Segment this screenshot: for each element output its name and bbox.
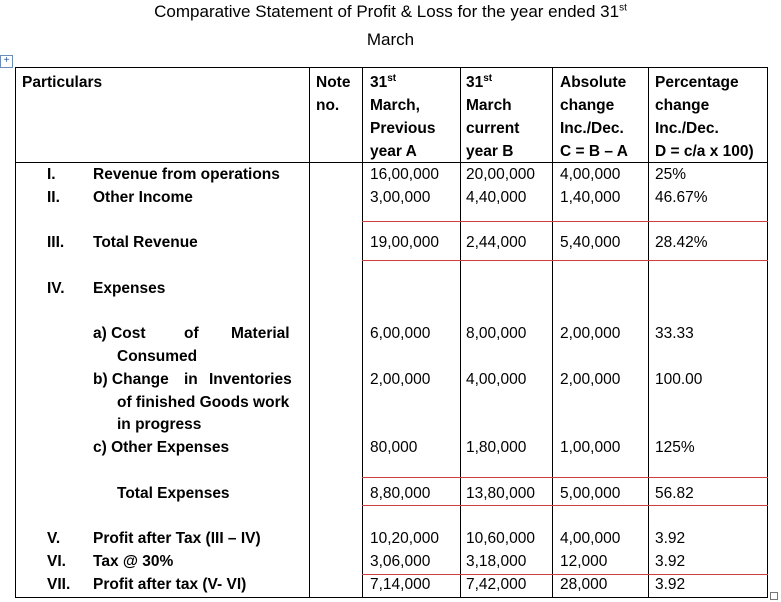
header-curr-3: current bbox=[466, 120, 520, 137]
cell-curr: 7,42,000 bbox=[466, 576, 527, 593]
row-number: VI. bbox=[47, 553, 66, 570]
header-note-2: no. bbox=[316, 97, 340, 114]
header-particulars: Particulars bbox=[22, 74, 103, 91]
cell-pct: 125% bbox=[655, 439, 695, 456]
cell-abs: 2,00,000 bbox=[560, 325, 621, 342]
cell-curr: 2,44,000 bbox=[466, 234, 527, 251]
cell-prev: 6,00,000 bbox=[370, 325, 431, 342]
header-pct-2: change bbox=[655, 97, 710, 114]
header-pct-4: D = c/a x 100) bbox=[655, 143, 754, 160]
cell-prev: 10,20,000 bbox=[370, 530, 439, 547]
cell-abs: 5,00,000 bbox=[560, 485, 621, 502]
cell-curr: 1,80,000 bbox=[466, 439, 527, 456]
cell-abs: 1,40,000 bbox=[560, 189, 621, 206]
row-label-b2: in bbox=[184, 371, 198, 388]
header-curr-2: March bbox=[466, 97, 512, 114]
cell-abs: 28,000 bbox=[560, 576, 608, 593]
cell-abs: 2,00,000 bbox=[560, 371, 621, 388]
header-prev-2: March, bbox=[370, 97, 420, 114]
cell-prev: 2,00,000 bbox=[370, 371, 431, 388]
table-resize-handle[interactable] bbox=[770, 592, 778, 600]
row-label: Profit after tax (V- VI) bbox=[93, 576, 247, 593]
row-label: Expenses bbox=[93, 280, 166, 297]
cell-pct: 28.42% bbox=[655, 234, 708, 251]
row-number: II. bbox=[47, 189, 60, 206]
header-curr-4: year B bbox=[466, 143, 514, 160]
page-title: Comparative Statement of Profit & Loss for the year ended 31st bbox=[154, 2, 627, 21]
row-label-a4: Consumed bbox=[117, 348, 198, 365]
row-label: Tax @ 30% bbox=[93, 553, 174, 570]
cell-prev: 3,06,000 bbox=[370, 553, 431, 570]
cell-curr: 10,60,000 bbox=[466, 530, 535, 547]
header-pct-1: Percentage bbox=[655, 74, 739, 91]
header-note-1: Note bbox=[316, 74, 351, 91]
header-curr-1: 31st bbox=[466, 72, 493, 91]
cell-abs: 4,00,000 bbox=[560, 166, 621, 183]
row-label-a2: of bbox=[184, 325, 199, 342]
cell-abs: 5,40,000 bbox=[560, 234, 621, 251]
header-pct-3: Inc./Dec. bbox=[655, 120, 719, 137]
row-label: c) Other Expenses bbox=[93, 439, 230, 456]
cell-abs: 1,00,000 bbox=[560, 439, 621, 456]
page-title-line2: March bbox=[366, 30, 415, 49]
cell-curr: 13,80,000 bbox=[466, 485, 535, 502]
header-prev-4: year A bbox=[370, 143, 417, 160]
row-label: Total Expenses bbox=[117, 485, 230, 502]
header-abs-1: Absolute bbox=[560, 74, 627, 91]
cell-pct: 100.00 bbox=[655, 371, 703, 388]
cell-prev: 3,00,000 bbox=[370, 189, 431, 206]
header-prev-3: Previous bbox=[370, 120, 436, 137]
cell-prev: 19,00,000 bbox=[370, 234, 439, 251]
row-number: III. bbox=[47, 234, 65, 251]
row-label-b1: b) Change bbox=[93, 371, 169, 388]
cell-curr: 4,00,000 bbox=[466, 371, 527, 388]
row-number: VII. bbox=[47, 576, 71, 593]
cell-pct: 3.92 bbox=[655, 553, 686, 570]
row-label-a1: a) Cost bbox=[93, 325, 146, 342]
cell-prev: 8,80,000 bbox=[370, 485, 431, 502]
header-abs-2: change bbox=[560, 97, 615, 114]
row-number: V. bbox=[47, 530, 61, 547]
row-number: I. bbox=[47, 166, 56, 183]
move-cross-icon[interactable]: + bbox=[0, 55, 13, 68]
cell-abs: 4,00,000 bbox=[560, 530, 621, 547]
cell-pct: 3.92 bbox=[655, 576, 686, 593]
header-abs-4: C = B – A bbox=[560, 143, 628, 160]
cell-abs: 12,000 bbox=[560, 553, 608, 570]
row-label-a3: Material bbox=[231, 325, 290, 342]
cell-curr: 3,18,000 bbox=[466, 553, 527, 570]
row-label-b4: of finished Goods work bbox=[117, 394, 290, 411]
header-abs-3: Inc./Dec. bbox=[560, 120, 624, 137]
cell-pct: 56.82 bbox=[655, 485, 694, 502]
header-prev-1: 31st bbox=[370, 72, 397, 91]
cell-prev: 16,00,000 bbox=[370, 166, 439, 183]
cell-pct: 3.92 bbox=[655, 530, 686, 547]
row-label: Total Revenue bbox=[93, 234, 198, 251]
cell-pct: 33.33 bbox=[655, 325, 694, 342]
cell-curr: 4,40,000 bbox=[466, 189, 527, 206]
cell-prev: 7,14,000 bbox=[370, 576, 431, 593]
cell-curr: 20,00,000 bbox=[466, 166, 535, 183]
row-label: Other Income bbox=[93, 189, 193, 206]
row-number: IV. bbox=[47, 280, 65, 297]
cell-prev: 80,000 bbox=[370, 439, 418, 456]
cell-pct: 46.67% bbox=[655, 189, 708, 206]
row-label-b5: in progress bbox=[117, 416, 202, 433]
row-label: Profit after Tax (III – IV) bbox=[93, 530, 261, 547]
cell-curr: 8,00,000 bbox=[466, 325, 527, 342]
row-label: Revenue from operations bbox=[93, 166, 280, 183]
cell-pct: 25% bbox=[655, 166, 687, 183]
row-label-b3: Inventories bbox=[209, 371, 292, 388]
